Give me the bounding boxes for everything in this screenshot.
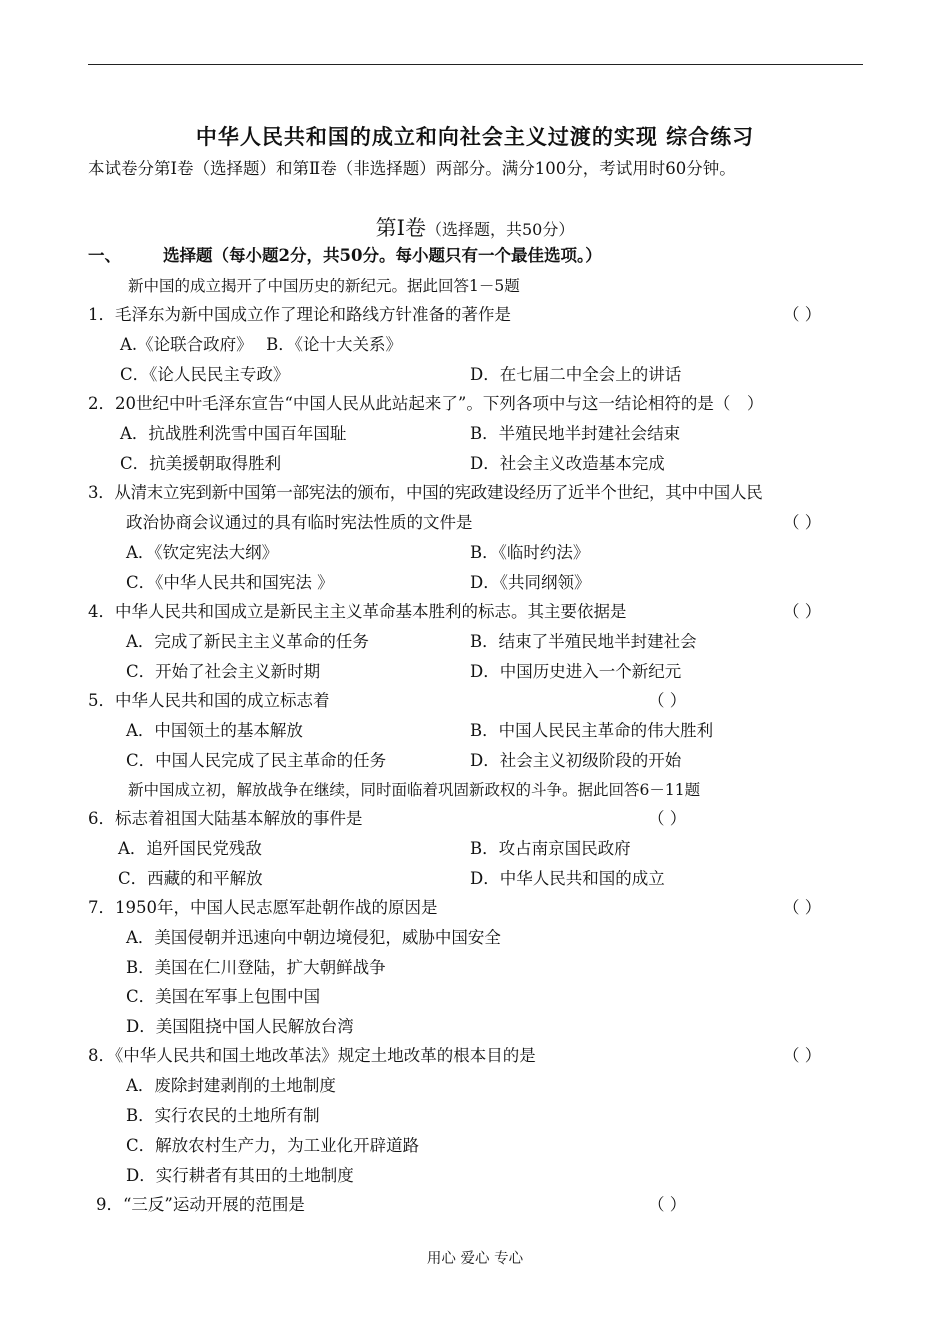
page-footer: 用心 爱心 专心: [426, 1251, 524, 1267]
question-6-option-c: C．西藏的和平解放: [118, 869, 263, 888]
question-1-options-ab: A.《论联合政府》 B．《论十大关系》: [120, 335, 403, 354]
question-5-stem: 5．中华人民共和国的成立标志着: [88, 691, 330, 710]
question-5-option-a: A．中国领土的基本解放: [126, 721, 303, 740]
question-8-option-c: C．解放农村生产力，为工业化开辟道路: [126, 1136, 420, 1155]
question-4-option-c: C．开始了社会主义新时期: [126, 662, 321, 681]
question-4-stem: 4．中华人民共和国成立是新民主主义革命基本胜利的标志。其主要依据是: [88, 602, 627, 621]
answer-blank-4[interactable]: （ ）: [783, 602, 822, 621]
answer-blank-5[interactable]: （ ）: [648, 691, 687, 710]
question-5-option-d: D．社会主义初级阶段的开始: [470, 751, 682, 770]
question-4-option-d: D．中国历史进入一个新纪元: [470, 662, 682, 681]
answer-blank-7[interactable]: （ ）: [783, 898, 822, 917]
answer-blank-3[interactable]: （ ）: [783, 513, 822, 532]
part-heading-text: 选择题（每小题2分，共50分。每小题只有一个最佳选项。）: [163, 246, 602, 265]
question-5-option-b: B．中国人民民主革命的伟大胜利: [470, 721, 714, 740]
question-7-option-b: B．美国在仁川登陆，扩大朝鲜战争: [126, 958, 386, 977]
question-3-option-d: D．《共同纲领》: [470, 573, 591, 592]
question-6-option-a: A．追歼国民党残敌: [118, 839, 262, 858]
question-6-stem: 6．标志着祖国大陆基本解放的事件是: [88, 809, 363, 828]
section-heading: [0, 212, 950, 242]
question-8-stem: 8．《中华人民共和国土地改革法》规定土地改革的根本目的是: [88, 1046, 536, 1065]
question-8-option-a: A．废除封建剥削的土地制度: [126, 1076, 336, 1095]
question-7-option-c: C．美国在军事上包围中国: [126, 987, 321, 1006]
question-2-option-c: C．抗美援朝取得胜利: [120, 454, 282, 473]
question-9-stem: 9．“三反”运动开展的范围是: [96, 1195, 305, 1214]
question-7-option-a: A．美国侵朝并迅速向中朝边境侵犯，威胁中国安全: [126, 928, 501, 947]
question-6-option-b: B．攻占南京国民政府: [470, 839, 631, 858]
question-4-option-a: A．完成了新民主主义革命的任务: [126, 632, 369, 651]
answer-blank-1[interactable]: （ ）: [783, 305, 822, 324]
header-rule: [88, 64, 863, 65]
exam-intro: 本试卷分第Ⅰ卷（选择题）和第Ⅱ卷（非选择题）两部分。满分100分，考试用时60分钟。: [88, 159, 736, 178]
question-3-option-b: B．《临时约法》: [470, 543, 590, 562]
question-8-option-d: D．实行耕者有其田的土地制度: [126, 1166, 354, 1185]
question-3-option-a: A．《钦定宪法大纲》: [126, 543, 279, 562]
question-4-option-b: B．结束了半殖民地半封建社会: [470, 632, 697, 651]
question-8-option-b: B．实行农民的土地所有制: [126, 1106, 320, 1125]
question-1-option-c: C．《论人民民主专政》: [120, 365, 290, 384]
question-7-stem: 7．1950年，中国人民志愿军赴朝作战的原因是: [88, 898, 438, 917]
section-sub: （选择题，共50分）: [425, 220, 575, 239]
document-title: 中华人民共和国的成立和向社会主义过渡的实现 综合练习: [195, 124, 755, 149]
part-heading: [88, 244, 602, 268]
question-2-stem: 2．20世纪中叶毛泽东宣告“中国人民从此站起来了”。下列各项中与这一结论相符的是（ ）: [88, 394, 764, 413]
answer-blank-6[interactable]: （ ）: [648, 809, 687, 828]
group-note-2: 新中国成立初，解放战争在继续，同时面临着巩固新政权的斗争。据此回答6－11题: [128, 781, 701, 799]
section-main: 第Ⅰ卷: [375, 216, 426, 240]
answer-blank-8[interactable]: （ ）: [783, 1046, 822, 1065]
group-note-1: 新中国的成立揭开了中国历史的新纪元。据此回答1－5题: [128, 277, 520, 295]
question-1-option-d: D．在七届二中全会上的讲话: [470, 365, 682, 384]
question-2-option-a: A．抗战胜利洗雪中国百年国耻: [120, 424, 347, 443]
question-6-option-d: D．中华人民共和国的成立: [470, 869, 665, 888]
question-3-stem-line2: 政治协商会议通过的具有临时宪法性质的文件是: [126, 513, 473, 532]
question-3-stem-line1: 3．从清末立宪到新中国第一部宪法的颁布，中国的宪政建设经历了近半个世纪，其中中国人民: [88, 483, 763, 502]
answer-blank-9[interactable]: （ ）: [648, 1195, 687, 1214]
part-number: 一、: [88, 246, 121, 265]
question-2-option-b: B．半殖民地半封建社会结束: [470, 424, 681, 443]
question-7-option-d: D．美国阻挠中国人民解放台湾: [126, 1017, 354, 1036]
question-2-option-d: D．社会主义改造基本完成: [470, 454, 665, 473]
question-1-stem: 1．毛泽东为新中国成立作了理论和路线方针准备的著作是: [88, 305, 511, 324]
question-5-option-c: C．中国人民完成了民主革命的任务: [126, 751, 387, 770]
question-3-option-c: C．《中华人民共和国宪法 》: [126, 573, 334, 592]
